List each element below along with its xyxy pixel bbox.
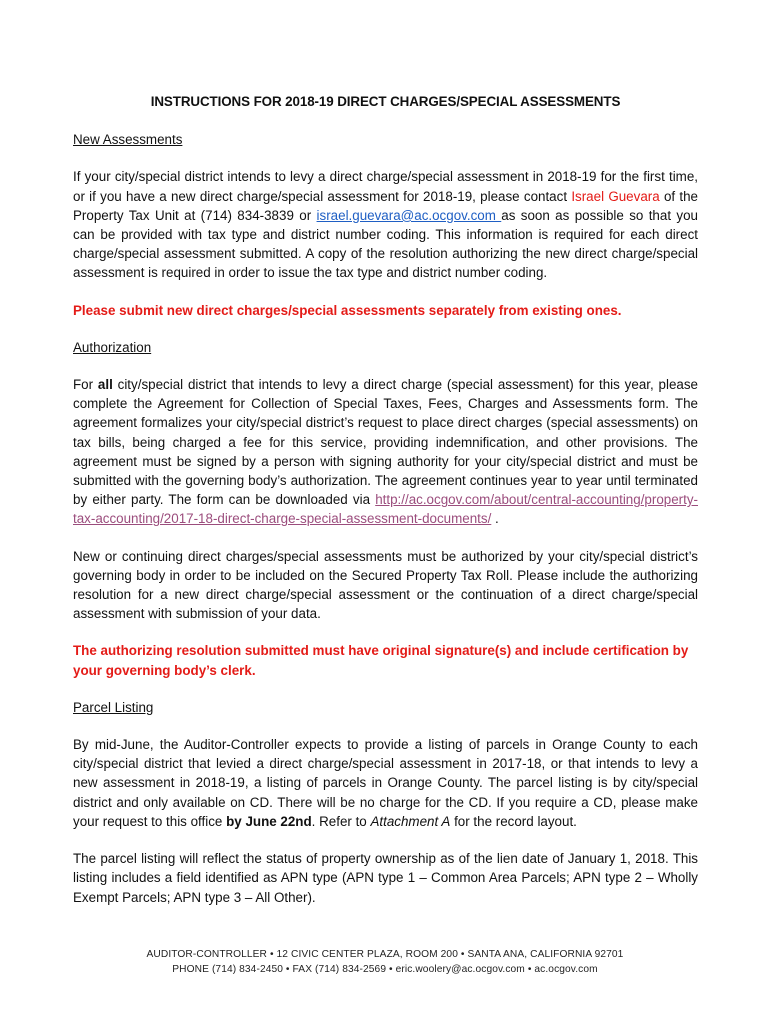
footer-address: AUDITOR-CONTROLLER • 12 CIVIC CENTER PLAZA, ROOM 200 • SANTA ANA, CALIFORNIA 92701	[146, 949, 624, 960]
emphasis-all: all	[97, 377, 113, 393]
text-segment: If your city/special district intends to levy a direct charge/special assessment in 2018-19 for the first time, or if you have a new direct charge/special assessment for 2018-19, please contact	[73, 169, 698, 204]
text-segment: By mid-June, the Auditor-Controller expects to provide a listing of parcels in Orange County to each city/special district that levied a direct charge/special assessment in 2017-18, or that intends to levy a new assessment in 2018-19, a listing of parcels in Orange County. The parcel listing is by city/special district and only available on CD. There will be no charge for the CD. If you require a CD, please make your request to this office	[73, 737, 698, 829]
new-assessments-paragraph	[73, 167, 698, 282]
page-footer	[0, 947, 770, 977]
text-segment: city/special district that intends to levy a direct charge (special assessment) for this year, please complete the Agreement for Collection of Special Taxes, Fees, Charges and Assessments form. The agreement formalizes your city/special district’s request to place direct charges (special assessments) on tax bills, being charged a fee for this service, providing indemnification, and other provisions. The agreement must be signed by a person with signing authority for your city/special district and must be submitted with the governing body’s authorization. The agreement continues year to year until terminated by either party. The form can be downloaded via	[73, 377, 698, 508]
text-segment: .	[491, 511, 499, 527]
text-segment: For	[73, 377, 98, 393]
page-title: INSTRUCTIONS FOR 2018-19 DIRECT CHARGES/SPECIAL ASSESSMENTS	[150, 94, 621, 109]
parcel-listing-paragraph	[73, 735, 698, 831]
section-heading-new-assessments: New Assessments	[73, 132, 183, 148]
section-heading-authorization: Authorization	[73, 339, 152, 355]
text-segment: for the record layout.	[450, 813, 577, 829]
document-body	[73, 92, 698, 925]
text-segment: as soon as possible so that you can be provided with tax type and district number coding. This information is required for each direct charge/special assessment submitted. A copy of the resolution authorizing the new direct charge/special assessment is required in order to issue the tax type and district number coding.	[73, 207, 699, 281]
text-segment: . Refer to	[311, 813, 371, 829]
contact-name: Israel Guevara	[571, 188, 660, 204]
parcel-listing-paragraph-2: The parcel listing will reflect the status of property ownership as of the lien date of January 1, 2018. This listing includes a field identified as APN type (APN type 1 – Common Area Parcels; APN type 2 – Wholly Exempt Parcels; APN type 3 – All Other).	[73, 851, 698, 905]
form-download-link[interactable]: http://ac.ocgov.com/about/central-accounting/property-tax-accounting/2017-18-direct-charge-special-assessment-documents/	[73, 492, 698, 527]
text-segment: of the Property Tax Unit at (714) 834-3839 or	[73, 188, 698, 223]
attachment-reference: Attachment A	[370, 813, 451, 829]
deadline-date: by June 22nd	[226, 813, 312, 829]
authorization-paragraph	[73, 375, 698, 529]
footer-contact: PHONE (714) 834-2450 • FAX (714) 834-2569 • eric.woolery@ac.ocgov.com • ac.ocgov.com	[172, 964, 598, 975]
authorization-notice: The authorizing resolution submitted must have original signature(s) and include certification by your governing body’s clerk.	[73, 643, 689, 678]
section-heading-parcel-listing: Parcel Listing	[73, 699, 154, 715]
new-assessments-notice: Please submit new direct charges/special assessments separately from existing ones.	[73, 302, 622, 318]
contact-email-link[interactable]: israel.guevara@ac.ocgov.com	[316, 207, 502, 223]
authorization-paragraph-2: New or continuing direct charges/special assessments must be authorized by your city/special district’s governing body in order to be included on the Secured Property Tax Roll. Please include the authorizing resolution for a new direct charge/special assessment or the continuation of a direct charge/special assessment with submission of your data.	[73, 548, 698, 622]
